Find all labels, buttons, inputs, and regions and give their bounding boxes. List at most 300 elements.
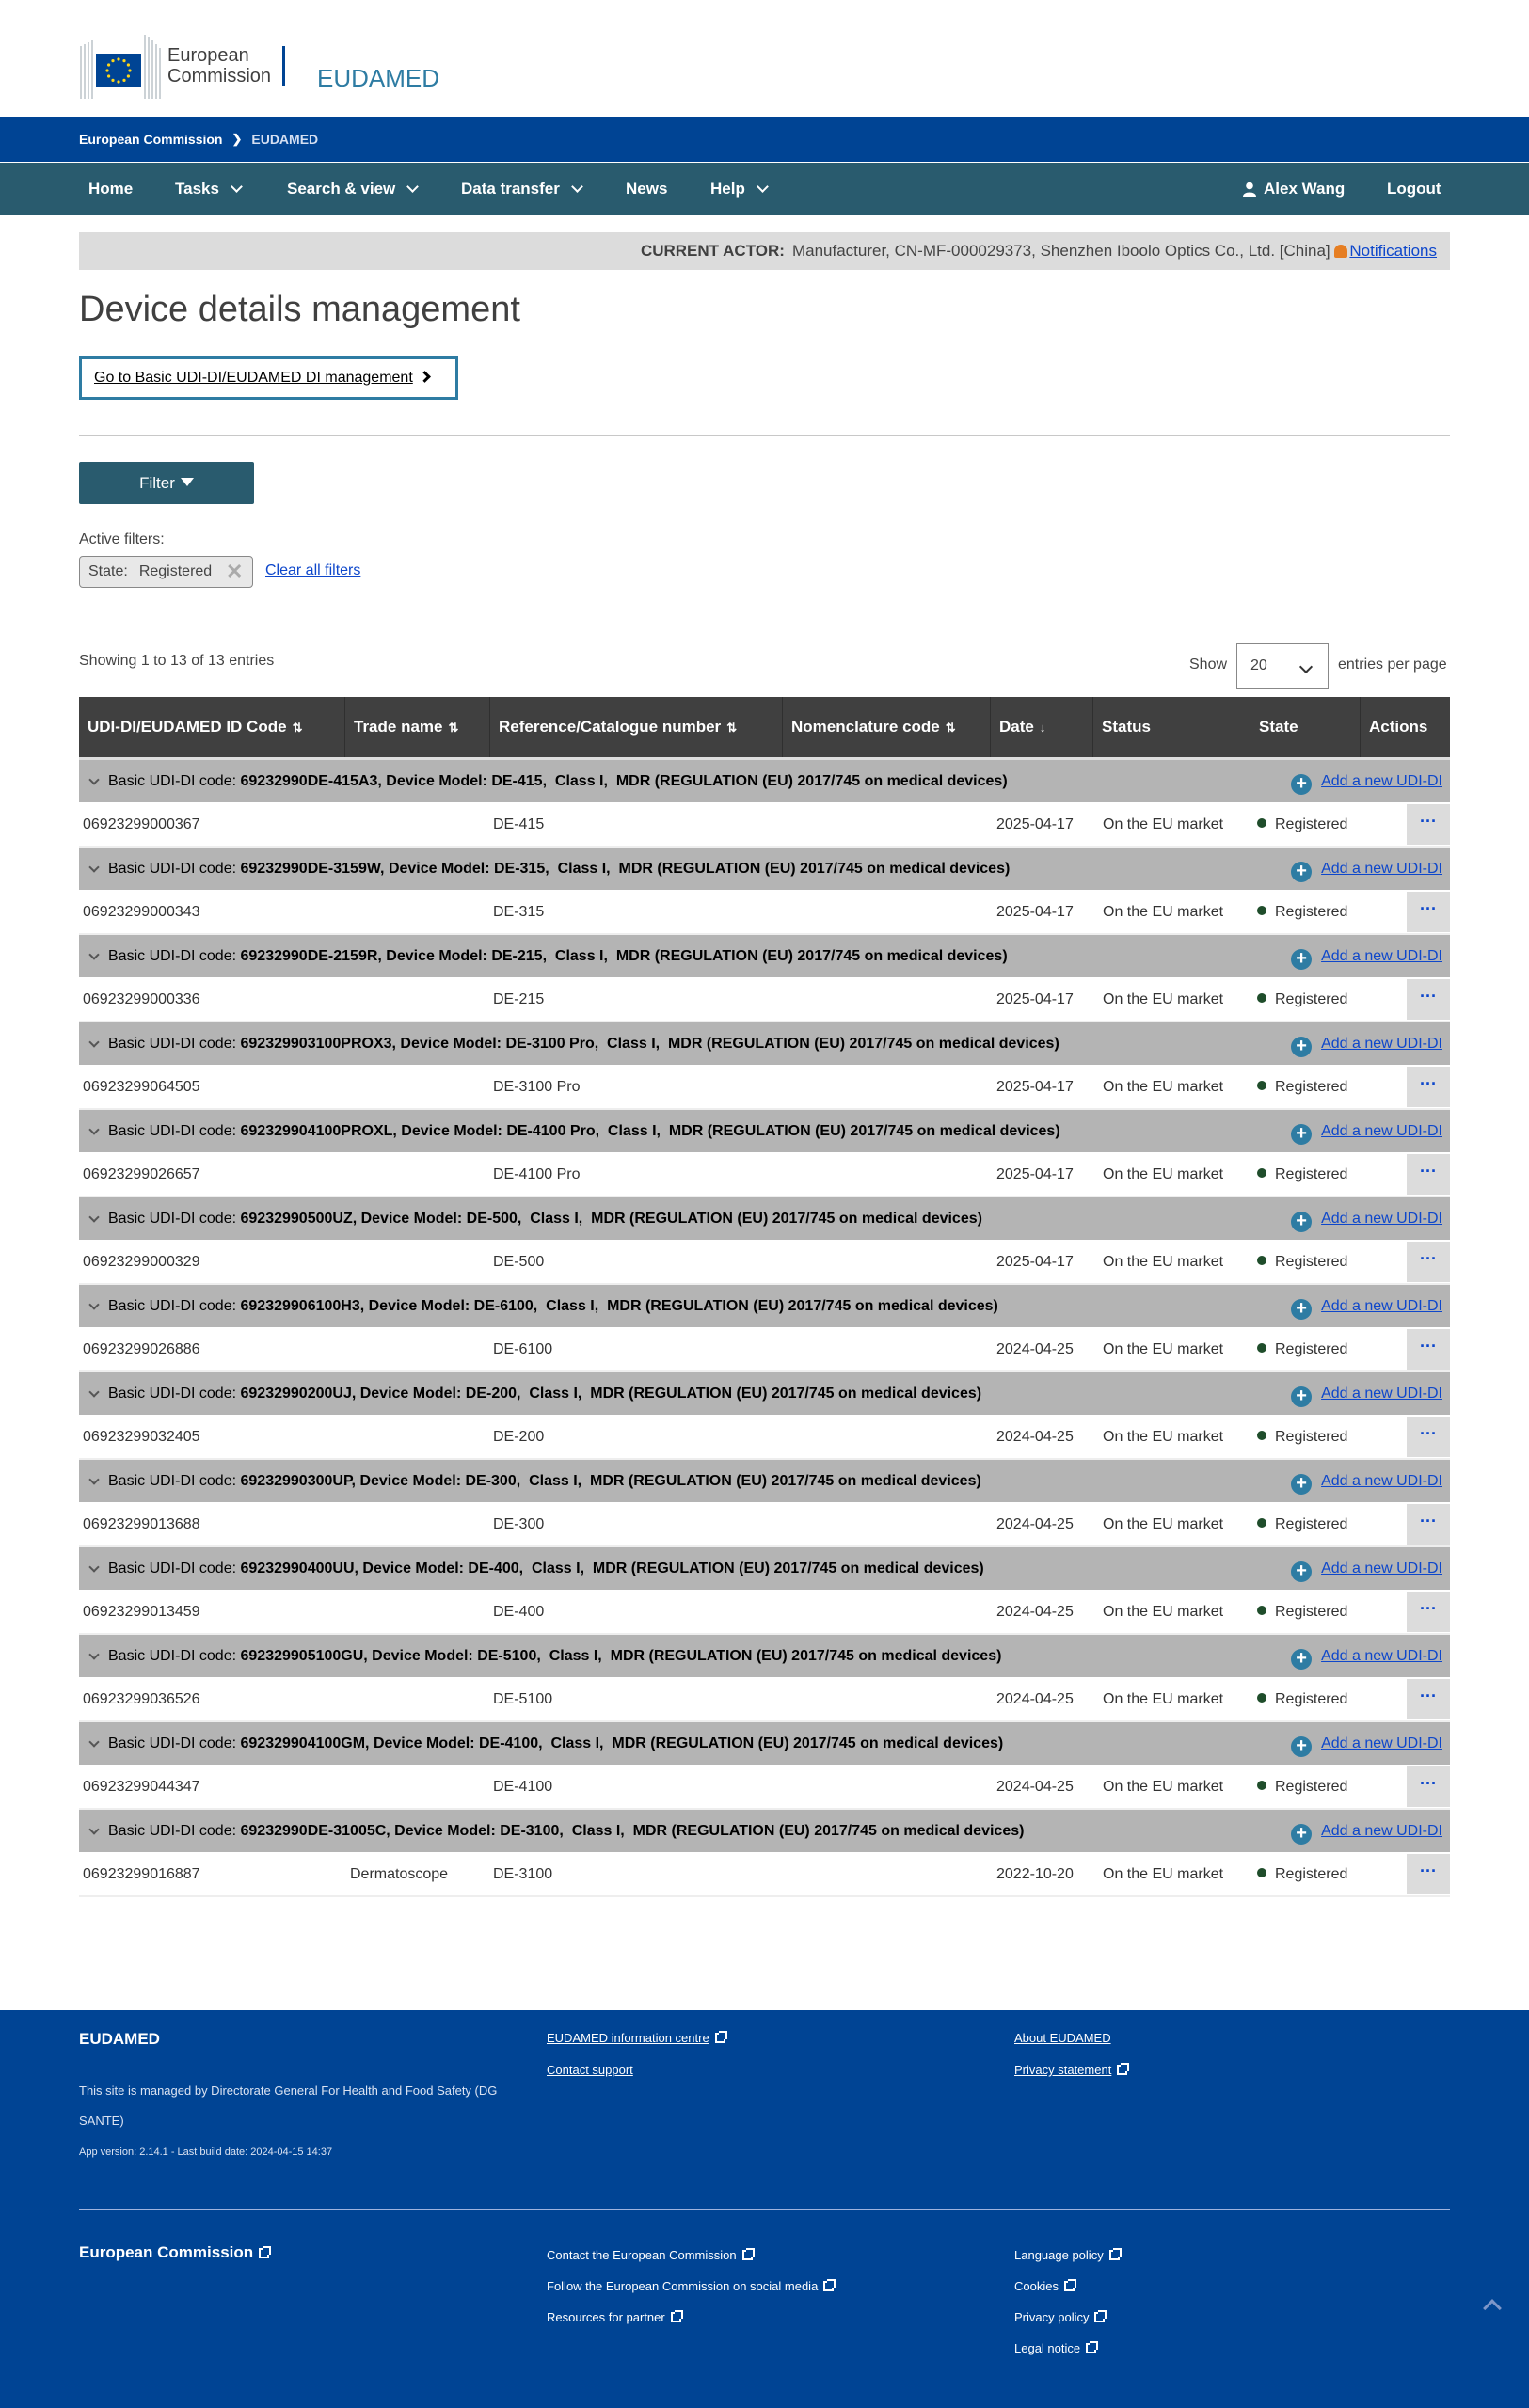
page-title: Device details management — [79, 290, 520, 329]
regulation: MDR (REGULATION (EU) 2017/745 on medical devices) — [589, 1473, 981, 1489]
add-new-udi-di-label: Add a new UDI-DI — [1321, 1735, 1442, 1751]
reference-number: DE-4100 Pro — [493, 1166, 581, 1182]
ellipsis-icon: ··· — [1420, 1249, 1437, 1268]
device-class: Class I, — [557, 861, 611, 877]
udi-di-code: 06923299036526 — [83, 1691, 200, 1707]
state-dot-icon — [1257, 1606, 1266, 1615]
reference-number: DE-4100 — [493, 1779, 553, 1795]
basic-udi-di-description — [108, 760, 1008, 803]
table-row — [79, 1153, 1450, 1197]
reference-number: DE-400 — [493, 1604, 545, 1620]
nav-item-tasks[interactable] — [175, 163, 241, 215]
add-new-udi-di-label: Add a new UDI-DI — [1321, 1823, 1442, 1839]
basic-udi-di-prefix: Basic UDI-DI code: — [108, 1298, 237, 1314]
footer-link-label: Privacy statement — [1014, 2063, 1112, 2077]
device-class: Class I, — [550, 1735, 604, 1751]
footer-link-social-media[interactable] — [547, 2279, 834, 2293]
reference-number: DE-3100 Pro — [493, 1079, 581, 1095]
column-header-label: Trade name — [354, 718, 443, 736]
footer-title: EUDAMED — [79, 2030, 160, 2048]
footer-link-label: Resources for partner — [547, 2310, 665, 2324]
state — [1257, 1328, 1347, 1370]
state-dot-icon — [1257, 1168, 1266, 1178]
column-header-udi-di[interactable] — [79, 697, 345, 757]
basic-udi-di-code: 69232990DE-3159W, Device Model: DE-315, — [240, 861, 549, 877]
logout-label: Logout — [1387, 180, 1441, 198]
footer-divider — [79, 2209, 1450, 2210]
external-link-icon — [1094, 2312, 1105, 2322]
udi-di-code: 06923299032405 — [83, 1429, 200, 1445]
row-actions-button[interactable] — [1407, 1329, 1450, 1370]
basic-udi-di-group-row[interactable] — [79, 935, 1450, 978]
state — [1257, 1766, 1347, 1808]
basic-udi-di-code: 692329904100PROXL, Device Model: DE-4100 Pro, — [240, 1123, 600, 1139]
footer-link-info-centre[interactable] — [547, 2031, 725, 2045]
plus-circle-icon: + — [1291, 1649, 1312, 1670]
state-label: Registered — [1275, 1079, 1348, 1095]
plus-circle-icon: + — [1291, 1824, 1312, 1845]
add-new-udi-di-label: Add a new UDI-DI — [1321, 1473, 1442, 1489]
basic-udi-di-prefix: Basic UDI-DI code: — [108, 1386, 237, 1402]
device-class: Class I, — [529, 1386, 582, 1402]
external-link-icon — [1064, 2281, 1075, 2291]
basic-udi-di-group-row[interactable] — [79, 1810, 1450, 1853]
nav-item-home[interactable] — [88, 163, 133, 215]
column-header-reference[interactable] — [490, 697, 783, 757]
footer-link-about[interactable]: About EUDAMED — [1014, 2031, 1111, 2045]
regulation: MDR (REGULATION (EU) 2017/745 on medical devices) — [612, 1735, 1004, 1751]
state-dot-icon — [1257, 1781, 1266, 1790]
column-header-date[interactable] — [991, 697, 1093, 757]
basic-udi-di-code: 692329905100GU, Device Model: DE-5100, — [240, 1648, 541, 1664]
ec-logo-text — [167, 45, 271, 87]
user-icon — [1243, 182, 1256, 197]
footer-link-legal-notice[interactable] — [1014, 2341, 1096, 2355]
entries-per-page-value: 20 — [1250, 657, 1267, 673]
collapse-chevron-icon[interactable] — [88, 1649, 99, 1659]
row-actions-button[interactable] — [1407, 1854, 1450, 1894]
basic-udi-di-description — [108, 1110, 1060, 1153]
external-link-icon — [823, 2281, 834, 2291]
market-status: On the EU market — [1103, 1341, 1224, 1357]
table-row — [79, 1066, 1450, 1110]
nav-item-news[interactable] — [626, 163, 667, 215]
basic-udi-di-group-row[interactable] — [79, 1197, 1450, 1241]
footer-ec-title[interactable] — [79, 2243, 269, 2262]
udi-di-code: 06923299000367 — [83, 816, 200, 832]
state-dot-icon — [1257, 1868, 1266, 1877]
reference-number: DE-200 — [493, 1429, 545, 1445]
date: 2025-04-17 — [996, 1254, 1074, 1270]
chevron-down-icon — [571, 181, 583, 193]
date: 2025-04-17 — [996, 991, 1074, 1007]
row-actions-button[interactable] — [1407, 1417, 1450, 1457]
state-label: Registered — [1275, 1254, 1348, 1270]
table-row — [79, 1766, 1450, 1810]
external-link-icon — [715, 2033, 725, 2043]
market-status: On the EU market — [1103, 1516, 1224, 1532]
external-link-icon — [259, 2248, 269, 2258]
add-new-udi-di-link[interactable] — [1291, 935, 1442, 978]
regulation: MDR (REGULATION (EU) 2017/745 on medical devices) — [590, 1386, 982, 1402]
regulation: MDR (REGULATION (EU) 2017/745 on medical devices) — [667, 1036, 1059, 1052]
logout-button[interactable] — [1387, 163, 1441, 215]
ellipsis-icon: ··· — [1420, 1861, 1437, 1880]
nav-item-label: Help — [710, 180, 745, 198]
add-new-udi-di-link[interactable] — [1291, 1197, 1442, 1241]
state — [1257, 1591, 1347, 1633]
date: 2024-04-25 — [996, 1604, 1074, 1620]
collapse-chevron-icon[interactable] — [88, 1561, 99, 1572]
add-new-udi-di-label: Add a new UDI-DI — [1321, 1123, 1442, 1139]
breadcrumb-item-european-commission[interactable]: European Commission — [79, 132, 223, 147]
ec-logo-line1: European — [167, 45, 249, 66]
row-actions-button[interactable] — [1407, 1504, 1450, 1545]
state — [1257, 1241, 1347, 1283]
add-new-udi-di-label: Add a new UDI-DI — [1321, 1648, 1442, 1664]
entries-per-page-label: entries per page — [1338, 657, 1447, 673]
table-row — [79, 978, 1450, 1022]
reference-number: DE-3100 — [493, 1866, 553, 1882]
footer-link-contact-support[interactable]: Contact support — [547, 2063, 633, 2077]
column-header-state — [1250, 697, 1361, 757]
table-row — [79, 1503, 1450, 1547]
row-actions-button[interactable] — [1407, 804, 1450, 845]
row-actions-button[interactable] — [1407, 892, 1450, 932]
basic-udi-di-description — [108, 1547, 984, 1591]
plus-circle-icon: + — [1291, 949, 1312, 970]
basic-udi-di-description — [108, 1810, 1024, 1853]
table-header — [79, 697, 1450, 760]
add-new-udi-di-link[interactable] — [1291, 1285, 1442, 1328]
state-dot-icon — [1257, 818, 1266, 828]
udi-di-code: 06923299026886 — [83, 1341, 200, 1357]
basic-udi-di-group-row[interactable] — [79, 1110, 1450, 1153]
state — [1257, 1853, 1347, 1895]
external-link-icon — [1109, 2250, 1120, 2260]
collapse-chevron-icon[interactable] — [88, 1212, 99, 1222]
table-row — [79, 1241, 1450, 1285]
plus-circle-icon: + — [1291, 1212, 1312, 1232]
basic-udi-di-code: 692329906100H3, Device Model: DE-6100, — [240, 1298, 538, 1314]
row-actions-button[interactable] — [1407, 1242, 1450, 1282]
plus-circle-icon: + — [1291, 774, 1312, 795]
reference-number: DE-500 — [493, 1254, 545, 1270]
ec-logo-line2: Commission — [167, 66, 272, 87]
basic-udi-di-group-row[interactable] — [79, 1022, 1450, 1066]
sort-icon: ⇅ — [448, 721, 457, 735]
date: 2022-10-20 — [996, 1866, 1074, 1882]
filter-chip-state — [79, 556, 253, 588]
site-title[interactable]: EUDAMED — [317, 63, 440, 92]
table-row — [79, 1591, 1450, 1635]
basic-udi-di-description — [108, 1722, 1003, 1766]
state-label: Registered — [1275, 1341, 1348, 1357]
nav-item-label: Data transfer — [461, 180, 560, 198]
add-new-udi-di-link[interactable] — [1291, 1810, 1442, 1853]
device-class: Class I, — [549, 1648, 602, 1664]
udi-di-code: 06923299000329 — [83, 1254, 200, 1270]
footer-app-version: App version: 2.14.1 - Last build date: 2024-04-15 14:37 — [79, 2147, 333, 2158]
collapse-chevron-icon[interactable] — [88, 1824, 99, 1834]
plus-circle-icon: + — [1291, 1124, 1312, 1145]
notifications-link[interactable]: Notifications — [1349, 242, 1437, 260]
state — [1257, 803, 1347, 846]
udi-di-code: 06923299000343 — [83, 904, 200, 920]
reference-number: DE-300 — [493, 1516, 545, 1532]
device-class: Class I, — [530, 1211, 583, 1227]
table-row — [79, 1328, 1450, 1372]
collapse-chevron-icon[interactable] — [88, 862, 99, 872]
eu-flag-icon — [79, 33, 162, 99]
add-new-udi-di-link[interactable] — [1291, 1635, 1442, 1678]
plus-circle-icon: + — [1291, 1299, 1312, 1320]
add-new-udi-di-link[interactable] — [1291, 760, 1442, 803]
back-to-top-icon[interactable] — [1483, 2299, 1502, 2318]
state-dot-icon — [1257, 906, 1266, 915]
collapse-chevron-icon[interactable] — [88, 1736, 99, 1747]
basic-udi-di-prefix: Basic UDI-DI code: — [108, 1123, 237, 1139]
regulation: MDR (REGULATION (EU) 2017/745 on medical devices) — [591, 1211, 982, 1227]
row-actions-button[interactable] — [1407, 1592, 1450, 1632]
basic-udi-di-prefix: Basic UDI-DI code: — [108, 948, 237, 964]
nav-item-help[interactable] — [710, 163, 767, 215]
sort-icon: ⇅ — [945, 721, 954, 735]
footer-link-resources[interactable] — [547, 2310, 681, 2324]
collapse-chevron-icon[interactable] — [88, 1386, 99, 1397]
nav-user[interactable] — [1243, 163, 1345, 215]
basic-udi-di-group-row[interactable] — [79, 1722, 1450, 1766]
clear-all-filters-link[interactable]: Clear all filters — [265, 562, 361, 578]
device-class: Class I, — [607, 1123, 661, 1139]
column-header-label: Date — [999, 718, 1034, 736]
basic-udi-di-group-row[interactable] — [79, 1547, 1450, 1591]
basic-udi-di-code: 69232990500UZ, Device Model: DE-500, — [240, 1211, 522, 1227]
state-dot-icon — [1257, 1256, 1266, 1265]
column-header-label: Reference/Catalogue number — [499, 718, 722, 736]
footer-link-label: Contact the European Commission — [547, 2248, 737, 2262]
row-actions-button[interactable] — [1407, 1154, 1450, 1195]
current-actor-label: CURRENT ACTOR: — [640, 242, 785, 260]
basic-udi-di-code: 69232990300UP, Device Model: DE-300, — [240, 1473, 521, 1489]
column-header-trade-name[interactable] — [345, 697, 490, 757]
footer-link-label: Cookies — [1014, 2279, 1059, 2293]
footer-managed-by: This site is managed by Directorate General For Health and Food Safety (DG SANTE) — [79, 2083, 498, 2128]
market-status: On the EU market — [1103, 1166, 1224, 1182]
breadcrumb — [0, 117, 1529, 162]
add-new-udi-di-link[interactable] — [1291, 1372, 1442, 1416]
device-class: Class I, — [607, 1036, 661, 1052]
date: 2024-04-25 — [996, 1341, 1074, 1357]
plus-circle-icon: + — [1291, 1037, 1312, 1057]
external-link-icon — [1117, 2065, 1127, 2075]
device-class: Class I, — [546, 1298, 599, 1314]
basic-udi-di-group-row[interactable] — [79, 1285, 1450, 1328]
date: 2024-04-25 — [996, 1691, 1074, 1707]
udi-di-code: 06923299064505 — [83, 1079, 200, 1095]
state-dot-icon — [1257, 1518, 1266, 1528]
footer-link-label: Legal notice — [1014, 2341, 1081, 2355]
row-actions-button[interactable] — [1407, 1766, 1450, 1807]
state-label: Registered — [1275, 816, 1348, 832]
remove-filter-icon[interactable]: ✕ — [226, 560, 244, 583]
basic-udi-di-description — [108, 1635, 1001, 1678]
ellipsis-icon: ··· — [1420, 1162, 1437, 1180]
regulation: MDR (REGULATION (EU) 2017/745 on medical devices) — [668, 1123, 1060, 1139]
state-label: Registered — [1275, 904, 1348, 920]
collapse-chevron-icon[interactable] — [88, 1299, 99, 1309]
market-status: On the EU market — [1103, 1429, 1224, 1445]
state — [1257, 978, 1347, 1021]
nav-item-search-view[interactable] — [287, 163, 417, 215]
footer-link-language-policy[interactable] — [1014, 2248, 1120, 2262]
state-dot-icon — [1257, 1693, 1266, 1703]
footer-link-label: EUDAMED information centre — [547, 2031, 709, 2045]
date: 2025-04-17 — [996, 1166, 1074, 1182]
footer-link-cookies[interactable] — [1014, 2279, 1075, 2293]
state-label: Registered — [1275, 1779, 1348, 1795]
basic-udi-di-group-row[interactable] — [79, 848, 1450, 891]
add-new-udi-di-link[interactable] — [1291, 1460, 1442, 1503]
add-new-udi-di-link[interactable] — [1291, 1722, 1442, 1766]
funnel-icon — [181, 478, 194, 486]
ellipsis-icon: ··· — [1420, 1074, 1437, 1093]
collapse-chevron-icon[interactable] — [88, 774, 99, 784]
basic-udi-di-prefix: Basic UDI-DI code: — [108, 1648, 237, 1664]
add-new-udi-di-link[interactable] — [1291, 1547, 1442, 1591]
basic-udi-di-prefix: Basic UDI-DI code: — [108, 1036, 237, 1052]
footer-ec-title-label: European Commission — [79, 2243, 254, 2261]
basic-udi-di-code: 69232990400UU, Device Model: DE-400, — [240, 1560, 524, 1576]
add-new-udi-di-label: Add a new UDI-DI — [1321, 1386, 1442, 1402]
basic-udi-di-group-row[interactable] — [79, 760, 1450, 803]
udi-di-code: 06923299013688 — [83, 1516, 200, 1532]
chevron-down-icon — [1299, 660, 1313, 673]
basic-udi-di-management-link[interactable] — [79, 356, 458, 400]
column-header-nomenclature[interactable] — [783, 697, 991, 757]
add-new-udi-di-label: Add a new UDI-DI — [1321, 948, 1442, 964]
ellipsis-icon: ··· — [1420, 1599, 1437, 1618]
filter-button[interactable] — [79, 462, 254, 504]
state-dot-icon — [1257, 1431, 1266, 1440]
table-row — [79, 891, 1450, 935]
column-header-label: UDI-DI/EUDAMED ID Code — [88, 718, 287, 736]
basic-udi-di-description — [108, 1372, 981, 1416]
ellipsis-icon: ··· — [1420, 899, 1437, 918]
basic-udi-di-code: 69232990DE-415A3, Device Model: DE-415, — [240, 773, 548, 789]
collapse-chevron-icon[interactable] — [88, 949, 99, 959]
row-actions-button[interactable] — [1407, 1067, 1450, 1107]
sort-icon: ⇅ — [292, 721, 301, 735]
add-new-udi-di-label: Add a new UDI-DI — [1321, 861, 1442, 877]
market-status: On the EU market — [1103, 1604, 1224, 1620]
table-row — [79, 1853, 1450, 1897]
chevron-right-icon — [419, 371, 431, 383]
reference-number: DE-315 — [493, 904, 545, 920]
table-body — [79, 760, 1450, 1897]
market-status: On the EU market — [1103, 1079, 1224, 1095]
date: 2024-04-25 — [996, 1516, 1074, 1532]
basic-udi-di-prefix: Basic UDI-DI code: — [108, 1823, 237, 1839]
market-status: On the EU market — [1103, 1254, 1224, 1270]
collapse-chevron-icon[interactable] — [88, 1474, 99, 1484]
row-actions-button[interactable] — [1407, 1679, 1450, 1719]
current-actor-bar — [79, 232, 1450, 270]
table-row — [79, 803, 1450, 848]
add-new-udi-di-link[interactable] — [1291, 848, 1442, 891]
regulation: MDR (REGULATION (EU) 2017/745 on medical devices) — [610, 1648, 1002, 1664]
market-status: On the EU market — [1103, 991, 1224, 1007]
site-header — [79, 30, 439, 102]
current-actor-value: Manufacturer, CN-MF-000029373, Shenzhen Iboolo Optics Co., Ltd. [China] — [791, 242, 1330, 260]
device-class: Class I, — [554, 948, 608, 964]
state-dot-icon — [1257, 1081, 1266, 1090]
chevron-down-icon — [231, 181, 243, 193]
state — [1257, 891, 1347, 933]
market-status: On the EU market — [1103, 904, 1224, 920]
column-header-actions — [1361, 697, 1450, 757]
basic-udi-di-prefix: Basic UDI-DI code: — [108, 861, 237, 877]
reference-number: DE-415 — [493, 816, 545, 832]
basic-udi-di-prefix: Basic UDI-DI code: — [108, 1211, 237, 1227]
basic-udi-di-code: 69232990DE-31005C, Device Model: DE-3100, — [240, 1823, 564, 1839]
footer-link-privacy-statement[interactable] — [1014, 2063, 1127, 2077]
column-header-label: Nomenclature code — [791, 718, 940, 736]
state — [1257, 1678, 1347, 1720]
add-new-udi-di-label: Add a new UDI-DI — [1321, 1298, 1442, 1314]
device-class: Class I, — [554, 773, 608, 789]
collapse-chevron-icon[interactable] — [88, 1124, 99, 1134]
logo-separator — [282, 46, 285, 86]
footer-link-contact-ec[interactable] — [547, 2248, 753, 2262]
basic-udi-di-description — [108, 848, 1010, 891]
footer-link-label: Follow the European Commission on social media — [547, 2279, 819, 2293]
ec-logo[interactable] — [79, 33, 271, 99]
collapse-chevron-icon[interactable] — [88, 1037, 99, 1047]
bell-icon — [1334, 245, 1347, 258]
entries-per-page-select[interactable] — [1236, 643, 1329, 689]
footer-link-privacy-policy[interactable] — [1014, 2310, 1105, 2324]
breadcrumb-chevron-icon: ❯ — [231, 132, 243, 146]
state-dot-icon — [1257, 1343, 1266, 1353]
row-actions-button[interactable] — [1407, 979, 1450, 1020]
column-header-status — [1093, 697, 1250, 757]
udi-di-code: 06923299026657 — [83, 1166, 200, 1182]
udi-di-code: 06923299000336 — [83, 991, 200, 1007]
nav-item-label: News — [626, 180, 668, 198]
nav-item-data-transfer[interactable] — [461, 163, 581, 215]
footer-link-label: Privacy policy — [1014, 2310, 1090, 2324]
basic-udi-di-description — [108, 1460, 981, 1503]
state — [1257, 1066, 1347, 1108]
regulation: MDR (REGULATION (EU) 2017/745 on medical devices) — [618, 861, 1011, 877]
nav-item-label: Search & view — [287, 180, 396, 198]
state-label: Registered — [1275, 1866, 1348, 1882]
device-class: Class I, — [532, 1560, 585, 1576]
basic-udi-di-group-row[interactable] — [79, 1635, 1450, 1678]
ellipsis-icon: ··· — [1420, 1512, 1437, 1530]
add-new-udi-di-link[interactable] — [1291, 1110, 1442, 1153]
reference-number: DE-6100 — [493, 1341, 553, 1357]
filter-chip-key: State: — [88, 563, 128, 579]
add-new-udi-di-label: Add a new UDI-DI — [1321, 1036, 1442, 1052]
state-label: Registered — [1275, 1604, 1348, 1620]
show-label: Show — [1189, 657, 1228, 673]
add-new-udi-di-link[interactable] — [1291, 1022, 1442, 1066]
add-new-udi-di-label: Add a new UDI-DI — [1321, 1211, 1442, 1227]
basic-udi-di-group-row[interactable] — [79, 1372, 1450, 1416]
basic-udi-di-group-row[interactable] — [79, 1460, 1450, 1503]
